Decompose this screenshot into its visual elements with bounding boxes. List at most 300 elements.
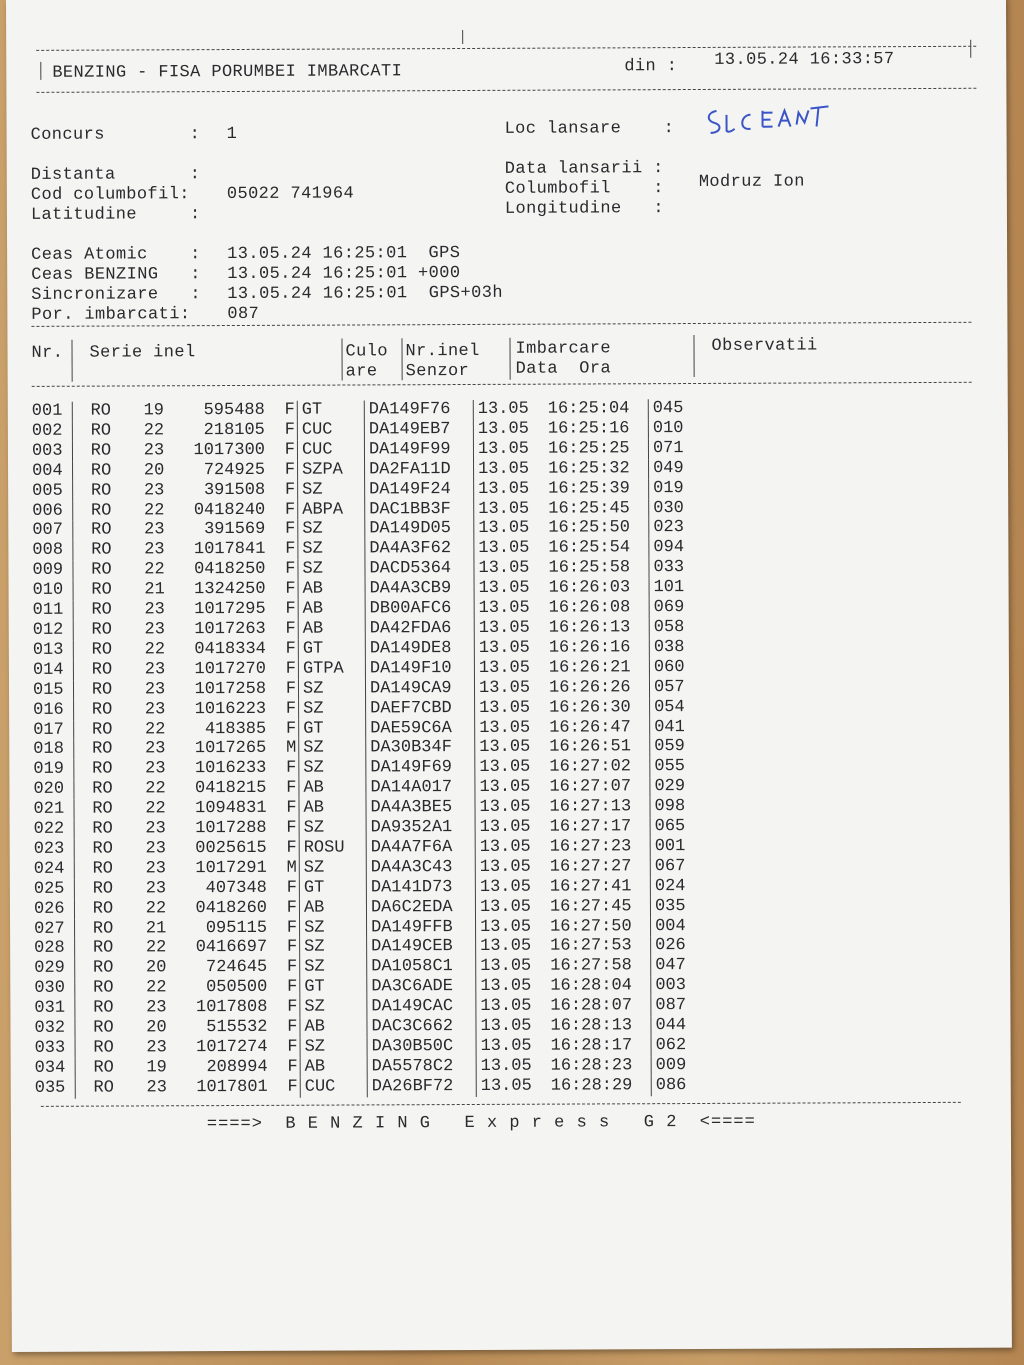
ceas-atomic-value: 13.05.24 16:25:01 GPS	[227, 244, 461, 265]
ring-number: 391569	[204, 520, 266, 540]
row-number: 015	[33, 680, 74, 700]
ring-year: 22	[143, 500, 165, 520]
boarding-date: 13.05	[479, 897, 532, 917]
observation: 049	[653, 458, 684, 478]
boarding-time: 16:28:29	[551, 1076, 652, 1096]
row-number: 031	[34, 999, 75, 1019]
boarding-date: 13.05	[480, 1056, 532, 1076]
boarding-time: 16:25:04	[548, 399, 649, 419]
pigeon-sex: F	[267, 998, 300, 1018]
col-sep-3	[401, 338, 402, 380]
pigeon-color: GT	[298, 639, 365, 659]
boarding-date: 13.05	[479, 857, 531, 877]
observation: 024	[654, 876, 686, 896]
row-number: 005	[32, 481, 73, 501]
pigeon-sex: M	[266, 739, 299, 759]
ring-year: 22	[146, 978, 167, 998]
ring-country: RO	[92, 879, 114, 899]
pigeon-color: SZ	[300, 918, 367, 938]
ring-country: RO	[92, 958, 114, 979]
boarding-date: 13.05	[479, 837, 531, 857]
row-number: 016	[33, 700, 74, 720]
sensor-ring: DA141D73	[366, 878, 475, 898]
observation: 004	[655, 916, 686, 936]
ring-country: RO	[93, 1078, 114, 1098]
columbofil-value: Modruz Ion	[698, 172, 805, 192]
pigeon-sex: F	[267, 958, 300, 978]
observation: 038	[653, 637, 685, 658]
boarding-date: 13.05	[478, 658, 530, 678]
table-row	[32, 479, 713, 502]
col-header-nrinel-2: Senzor	[405, 361, 470, 382]
table-row	[33, 698, 714, 721]
boarding-time: 16:27:13	[549, 797, 650, 817]
boarding-time: 16:27:50	[550, 917, 651, 937]
boarding-date: 13.05	[477, 439, 530, 459]
ring-number: 1017801	[196, 1077, 268, 1097]
ring-number: 1017288	[195, 818, 267, 839]
ring-number: 0418240	[193, 500, 266, 520]
ring-country: RO	[93, 998, 114, 1018]
pigeon-color: AB	[299, 898, 366, 918]
pigeon-color: SZ	[299, 858, 366, 878]
row-number: 027	[34, 919, 75, 939]
row-number: 003	[32, 442, 73, 462]
table-rule-bottom	[41, 1102, 961, 1107]
observation: 055	[654, 757, 686, 777]
table-row	[33, 678, 714, 701]
cod-columbofil-label: Cod columbofil:	[30, 185, 190, 205]
footer-banner: ====> B E N Z I N G E x p r e s s G 2 <====	[206, 1112, 756, 1135]
pigeon-sex: F	[266, 620, 299, 640]
boarding-time: 16:28:07	[550, 996, 651, 1016]
row-number: 004	[32, 461, 73, 481]
ceas-atomic-label: Ceas Atomic :	[31, 245, 201, 265]
ring-year: 23	[145, 759, 166, 779]
boarding-time: 16:26:08	[549, 598, 650, 618]
observation: 058	[653, 618, 685, 638]
observation: 001	[654, 836, 686, 857]
ring-year: 21	[145, 918, 167, 938]
boarding-date: 13.05	[478, 678, 531, 698]
ring-number: 1017300	[193, 440, 266, 460]
boarding-time: 16:27:58	[550, 957, 651, 977]
observation: 071	[652, 438, 684, 458]
ring-number: 1016223	[194, 699, 267, 719]
table-row	[32, 439, 713, 462]
boarding-date: 13.05	[479, 817, 531, 837]
observation: 065	[654, 817, 686, 837]
ring-number: 1017270	[194, 659, 266, 679]
pigeon-color: SZ	[298, 520, 365, 540]
ring-country: RO	[92, 839, 113, 859]
por-imbarcati-value: 087	[227, 304, 260, 325]
pigeon-color: ROSU	[299, 838, 366, 858]
observation: 045	[652, 399, 684, 419]
table-row	[34, 897, 715, 920]
handwritten-location-signature	[702, 102, 832, 143]
boarding-date: 13.05	[479, 797, 531, 818]
observation: 041	[654, 717, 685, 737]
ring-number: 515532	[206, 1017, 268, 1038]
row-number: 029	[34, 959, 75, 979]
ring-country: RO	[90, 441, 112, 461]
row-number: 014	[33, 660, 74, 680]
loc-lansare-label: Loc lansare :	[504, 119, 675, 139]
table-row	[35, 1076, 716, 1099]
pigeon-color: CUC	[300, 1077, 367, 1097]
ring-number: 724925	[203, 460, 266, 480]
concurs-label: Concurs :	[30, 125, 201, 145]
columns-rule-bottom	[32, 382, 972, 387]
table-row	[33, 638, 714, 661]
pigeon-sex: F	[268, 1058, 301, 1078]
ring-year: 23	[143, 441, 165, 461]
pigeon-color: GT	[299, 878, 366, 898]
distanta-label: Distanta :	[30, 165, 201, 185]
pigeon-color: SZ	[300, 958, 367, 978]
boarding-time: 16:27:23	[550, 837, 651, 857]
sensor-ring: DA149F69	[366, 758, 475, 778]
ring-country: RO	[90, 401, 112, 421]
pigeon-sex: F	[267, 918, 300, 938]
row-number: 001	[32, 402, 73, 422]
boarding-time: 16:28:23	[551, 1056, 652, 1076]
ring-year: 23	[144, 600, 165, 620]
ring-number: 391508	[203, 480, 266, 500]
boarding-time: 16:26:16	[549, 638, 650, 658]
sensor-ring: DA30B34F	[366, 738, 475, 758]
ring-country: RO	[93, 1058, 114, 1078]
ring-year: 23	[144, 520, 165, 540]
ring-number: 1017808	[195, 998, 268, 1018]
pigeon-sex: F	[267, 1018, 300, 1038]
pigeon-sex: M	[267, 859, 300, 879]
ring-country: RO	[93, 1018, 114, 1038]
pigeon-sex: F	[266, 580, 299, 600]
boarding-date: 13.05	[479, 758, 531, 778]
pigeon-sex: F	[268, 1038, 301, 1058]
col-header-nr: Nr.	[31, 343, 64, 363]
sensor-ring: DA149EB7	[364, 420, 473, 440]
observation: 035	[654, 896, 686, 916]
pigeon-color: ABPA	[298, 500, 365, 520]
sensor-ring: DA3C6ADE	[367, 977, 476, 997]
longitudine-label: Longitudine :	[504, 199, 664, 219]
sensor-ring: DA149F24	[365, 480, 474, 500]
ring-year: 22	[144, 560, 165, 580]
pigeon-sex: F	[267, 978, 300, 998]
boarding-time: 16:26:03	[549, 578, 650, 598]
observation: 026	[655, 936, 686, 956]
sensor-ring: DA26BF72	[367, 1077, 476, 1097]
boarding-date: 13.05	[479, 718, 531, 738]
ring-number: 1017841	[193, 540, 266, 560]
pigeon-color: AB	[299, 779, 366, 799]
row-number: 018	[33, 740, 74, 760]
boarding-time: 16:25:39	[548, 479, 649, 499]
observation: 044	[655, 1016, 687, 1036]
observation: 019	[653, 478, 684, 498]
ring-number: 0025615	[195, 838, 267, 859]
ring-country: RO	[91, 720, 113, 740]
observation: 029	[654, 777, 686, 797]
sensor-ring: DA149F99	[364, 440, 473, 460]
boarding-date: 13.05	[480, 917, 532, 937]
observation: 062	[655, 1036, 687, 1056]
sincronizare-value: 13.05.24 16:25:01 GPS+03h	[227, 283, 503, 305]
pigeon-sex: F	[267, 878, 300, 898]
pigeon-sex: F	[266, 799, 299, 819]
row-number: 010	[33, 581, 74, 601]
ring-year: 23	[143, 480, 165, 501]
row-number: 008	[32, 541, 73, 561]
ring-number: 407348	[205, 878, 267, 898]
pigeon-sex: F	[267, 839, 300, 859]
ring-year: 19	[143, 401, 165, 421]
boarding-time: 16:25:58	[548, 558, 649, 578]
pigeon-color: GT	[297, 400, 364, 420]
sensor-ring: DA149F10	[365, 659, 474, 679]
ring-year: 23	[144, 699, 166, 719]
pigeon-sex: F	[266, 759, 299, 779]
sensor-ring: DA149D05	[365, 519, 474, 539]
table-row	[35, 1056, 716, 1079]
pigeon-color: AB	[298, 580, 365, 600]
col-sep-4	[509, 338, 510, 380]
boarding-date: 13.05	[478, 618, 530, 638]
observation: 059	[654, 737, 685, 757]
pigeon-sex: F	[266, 719, 299, 739]
ring-number: 1017295	[194, 599, 266, 620]
ring-country: RO	[92, 739, 113, 760]
boarding-date: 13.05	[478, 558, 530, 579]
pigeon-sex: F	[266, 699, 299, 719]
row-number: 009	[32, 561, 73, 581]
columbofil-label: Columbofil :	[504, 179, 664, 199]
ring-country: RO	[92, 819, 113, 839]
ring-country: RO	[92, 759, 113, 779]
ring-country: RO	[91, 660, 113, 680]
ring-country: RO	[92, 919, 114, 939]
pigeon-sex: F	[265, 520, 298, 540]
row-number: 022	[34, 820, 75, 840]
boarding-time: 16:25:16	[548, 419, 649, 439]
boarding-time: 16:26:26	[549, 678, 650, 698]
boarding-time: 16:28:04	[550, 976, 651, 996]
boarding-time: 16:27:53	[550, 937, 651, 957]
top-tick	[462, 30, 463, 44]
concurs-value: 1	[226, 124, 238, 145]
pigeon-color: AB	[298, 619, 365, 639]
ring-country: RO	[93, 978, 114, 998]
table-row	[34, 877, 715, 900]
observation: 087	[655, 996, 687, 1016]
boarding-time: 16:28:17	[551, 1036, 652, 1056]
pigeon-color: AB	[298, 600, 365, 620]
ring-country: RO	[92, 799, 113, 819]
sensor-ring: DA5578C2	[367, 1057, 476, 1077]
ring-year: 23	[145, 819, 166, 839]
sensor-ring: DA149DE8	[365, 639, 474, 659]
row-number: 026	[34, 899, 75, 919]
ring-country: RO	[90, 421, 112, 441]
pigeon-color: SZPA	[298, 460, 365, 480]
latitudine-label: Latitudine :	[30, 205, 201, 225]
observation: 067	[654, 856, 686, 877]
pigeon-color: GTPA	[298, 659, 365, 679]
row-number: 002	[32, 422, 73, 442]
ring-number: 0418250	[194, 560, 266, 580]
col-sep-5	[693, 335, 694, 377]
sensor-ring: DA149FFB	[367, 918, 476, 938]
ring-country: RO	[92, 899, 114, 919]
ring-year: 21	[144, 580, 165, 600]
sensor-ring: DA149CA9	[365, 679, 474, 699]
row-number: 021	[33, 800, 74, 820]
ring-year: 23	[146, 1078, 167, 1098]
ring-country: RO	[93, 1038, 114, 1058]
row-number: 035	[35, 1079, 76, 1099]
boarding-time: 16:27:27	[550, 857, 651, 877]
sensor-ring: DA4A3BE5	[366, 798, 475, 818]
ring-number: 095115	[205, 918, 268, 938]
row-number: 023	[34, 840, 75, 860]
ring-country: RO	[90, 501, 112, 521]
ring-number: 1017265	[194, 739, 267, 759]
sensor-ring: DA4A3C43	[366, 858, 475, 878]
boarding-time: 16:26:13	[549, 618, 650, 638]
sensor-ring: DA14A017	[366, 778, 475, 798]
col-header-imbarcare-1: Imbarcare	[515, 339, 611, 359]
pigeon-sex: F	[268, 1078, 301, 1098]
observation: 054	[654, 697, 685, 717]
sensor-ring: DAC1BB3F	[365, 499, 474, 519]
ring-year: 20	[145, 958, 167, 978]
boarding-time: 16:27:07	[549, 777, 650, 797]
observation: 010	[652, 418, 684, 439]
sensor-ring: DA42FDA6	[365, 619, 474, 639]
ceas-benzing-value: 13.05.24 16:25:01 +000	[227, 264, 461, 285]
sensor-ring: DA4A3F62	[365, 539, 474, 559]
boarding-date: 13.05	[479, 698, 531, 718]
table-row	[34, 837, 715, 860]
print-date-value: 13.05.24 16:33:57	[714, 50, 895, 70]
table-row	[32, 419, 713, 442]
boarding-date: 13.05	[479, 738, 531, 758]
boarding-date: 13.05	[478, 578, 530, 599]
boarding-date: 13.05	[480, 1036, 532, 1056]
boarding-date: 13.05	[480, 1016, 532, 1037]
sincronizare-label: Sincronizare :	[31, 285, 201, 305]
pigeon-sex: F	[266, 679, 299, 699]
sensor-ring: DA30B50C	[367, 1037, 476, 1057]
ring-number: 208994	[206, 1057, 268, 1078]
row-number: 024	[34, 860, 75, 880]
sensor-ring: DAEF7CBD	[366, 699, 475, 719]
observation: 003	[655, 976, 686, 996]
pigeon-sex: F	[266, 660, 299, 680]
boarding-date: 13.05	[478, 459, 530, 479]
boarding-time: 16:28:13	[550, 1016, 651, 1036]
pigeon-color: AB	[300, 1057, 367, 1077]
ring-year: 23	[145, 739, 166, 759]
boarding-date: 13.05	[478, 519, 530, 539]
boarding-time: 16:25:54	[548, 539, 649, 559]
row-number: 028	[34, 939, 75, 959]
ring-number: 1017258	[194, 679, 267, 699]
observation: 030	[653, 498, 684, 518]
boarding-date: 13.05	[479, 777, 531, 798]
col-sep-1	[71, 340, 72, 382]
pigeon-color: SZ	[298, 480, 365, 500]
ring-year: 20	[146, 1018, 167, 1038]
observation: 057	[653, 677, 685, 697]
ring-country: RO	[91, 680, 113, 700]
table-row	[33, 618, 714, 641]
ring-number: 0418334	[194, 639, 266, 660]
sensor-ring: DA149F76	[364, 400, 473, 420]
sensor-ring: DA6C2EDA	[366, 898, 475, 918]
printed-sheet	[6, 0, 1012, 1352]
ring-country: RO	[92, 859, 114, 879]
pigeon-color: SZ	[298, 679, 365, 699]
observation: 069	[653, 598, 685, 618]
ring-year: 22	[145, 898, 167, 919]
pigeon-sex: F	[265, 500, 298, 520]
boarding-time: 16:25:32	[548, 459, 649, 479]
ring-country: RO	[91, 640, 113, 660]
pigeon-color: SZ	[299, 739, 366, 759]
row-number: 007	[32, 521, 73, 541]
ring-country: RO	[91, 620, 112, 640]
row-number: 020	[33, 780, 74, 800]
pigeon-sex: F	[266, 600, 299, 620]
boarding-date: 13.05	[477, 399, 529, 419]
ring-year: 23	[144, 540, 165, 560]
boarding-time: 16:25:25	[548, 439, 649, 459]
sensor-ring: DA149CEB	[367, 937, 476, 957]
header-rule-bottom	[36, 88, 976, 93]
boarding-date: 13.05	[479, 877, 531, 897]
boarding-date: 13.05	[480, 1076, 532, 1096]
boarding-time: 16:27:45	[550, 897, 651, 917]
row-number: 025	[34, 879, 75, 899]
observation: 047	[655, 956, 686, 976]
observation: 060	[653, 657, 685, 677]
boarding-date: 13.05	[478, 539, 530, 559]
observation: 033	[653, 558, 685, 578]
boarding-date: 13.05	[478, 479, 530, 499]
ring-year: 23	[144, 679, 166, 700]
boarding-date: 13.05	[477, 419, 529, 439]
pigeon-color: SZ	[300, 998, 367, 1018]
pigeon-sex: F	[265, 560, 298, 580]
col-sep-2	[341, 339, 342, 381]
row-number: 011	[33, 601, 74, 621]
report-title: BENZING - FISA PORUMBEI IMBARCATI	[52, 62, 403, 83]
ring-country: RO	[91, 540, 112, 560]
boarding-table-body	[32, 399, 716, 1099]
pigeon-color: AB	[299, 799, 366, 819]
ring-country: RO	[91, 560, 112, 580]
boarding-time: 16:26:30	[549, 698, 650, 718]
pigeon-color: SZ	[299, 759, 366, 779]
ring-year: 23	[144, 620, 165, 640]
boarding-time: 16:25:45	[548, 499, 649, 519]
sensor-ring: DA9352A1	[366, 818, 475, 838]
boarding-date: 13.05	[480, 976, 532, 997]
